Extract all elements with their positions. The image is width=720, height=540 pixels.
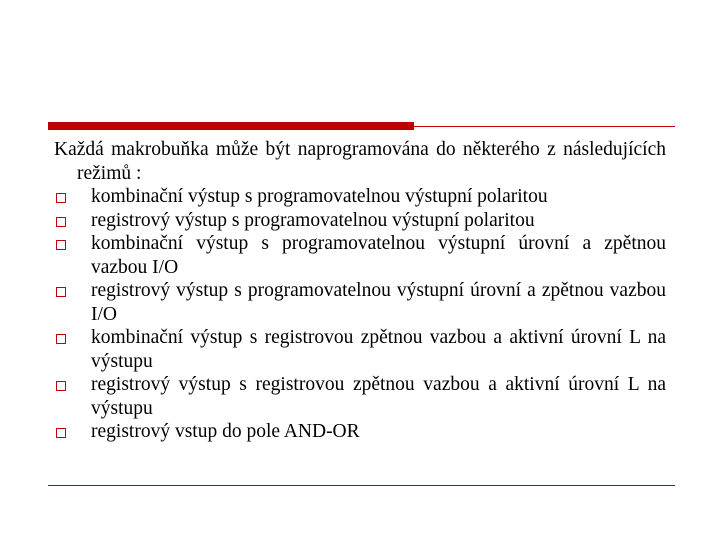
- list-item-text: registrový vstup do pole AND-OR: [91, 421, 360, 442]
- top-divider: [48, 126, 675, 127]
- list-item-text: kombinační výstup s registrovou zpětnou vazbou a aktivní úrovní L na výstupu: [91, 327, 666, 372]
- list-item: [54, 420, 666, 444]
- list-item: [54, 373, 666, 420]
- hollow-square-bullet-icon: [56, 381, 66, 391]
- list-item-text: registrový výstup s programovatelnou výstupní úrovní a zpětnou vazbou I/O: [91, 280, 666, 325]
- hollow-square-bullet-icon: [56, 217, 66, 227]
- list-item: [54, 232, 666, 279]
- list-item: [54, 279, 666, 326]
- list-item: [54, 185, 666, 209]
- list-item-text: registrový výstup s registrovou zpětnou vazbou a aktivní úrovní L na výstupu: [91, 374, 666, 419]
- hollow-square-bullet-icon: [56, 287, 66, 297]
- slide-body: [54, 138, 666, 444]
- intro-text: Každá makrobuňka může být naprogramována do některého z následujících režimů :: [54, 139, 666, 184]
- hollow-square-bullet-icon: [56, 334, 66, 344]
- list-item-text: registrový výstup s programovatelnou výstupní polaritou: [91, 209, 535, 231]
- list-item-text: kombinační výstup s programovatelnou výstupní polaritou: [91, 186, 548, 207]
- bottom-divider: [48, 485, 675, 486]
- hollow-square-bullet-icon: [56, 240, 66, 250]
- hollow-square-bullet-icon: [56, 193, 66, 203]
- list-item: [54, 209, 666, 233]
- list-item: [54, 326, 666, 373]
- list-item-text: kombinační výstup s programovatelnou výstupní úrovní a zpětnou vazbou I/O: [91, 233, 666, 278]
- bullet-list: [54, 185, 666, 444]
- hollow-square-bullet-icon: [56, 428, 66, 438]
